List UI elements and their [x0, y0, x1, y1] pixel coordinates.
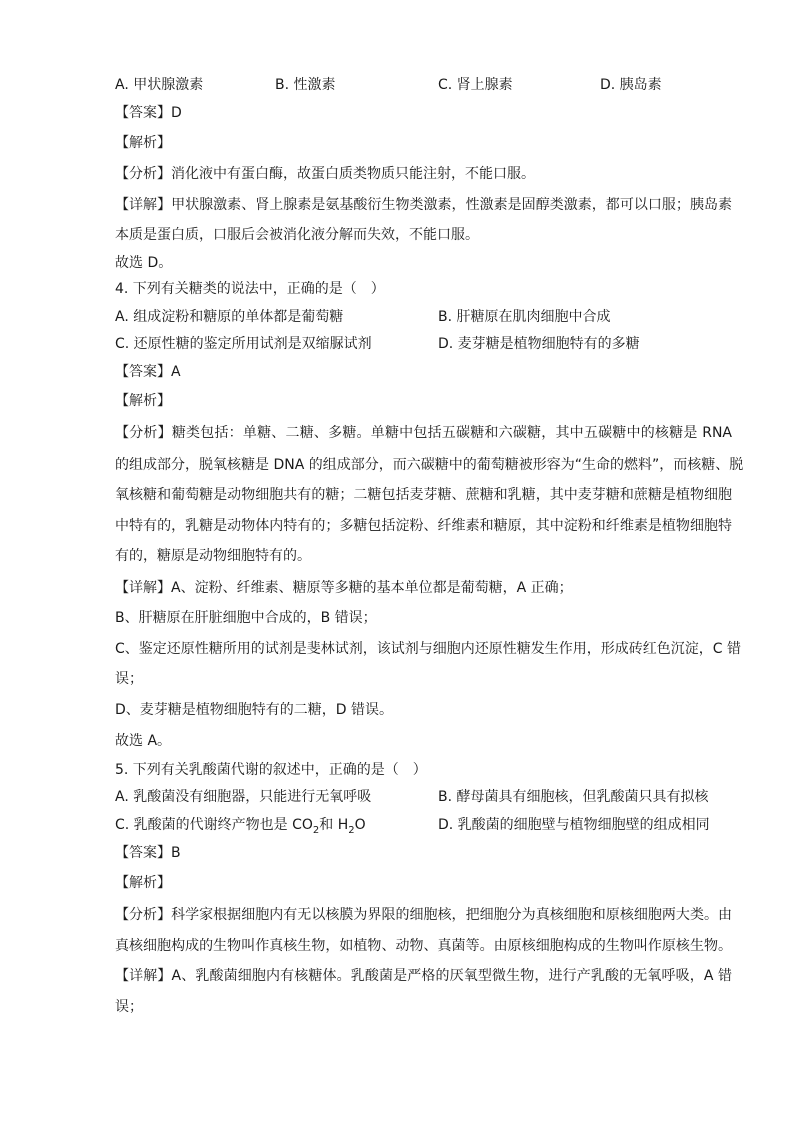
q4-option-b: B. 肝糖原在肌肉细胞中合成 — [438, 309, 611, 325]
q4-fenxi-line-4: 中特有的，乳糖是动物体内特有的；多糖包括淀粉、纤维素和糖原，其中淀粉和纤维素是植物细胞特 — [115, 518, 732, 534]
q3-option-d: D. 胰岛素 — [600, 77, 662, 93]
q4-detail-d: D、麦芽糖是植物细胞特有的二糖，D 错误。 — [115, 702, 394, 718]
q4-option-d: D. 麦芽糖是植物细胞特有的多糖 — [438, 336, 640, 352]
q4-fenxi-line-5: 有的，糖原是动物细胞特有的。 — [115, 548, 311, 564]
q4-fenxi-line-2: 的组成部分，脱氧核糖是 DNA 的组成部分，而六碳糖中的葡萄糖被形容为“生命的燃料”，而核糖、脱 — [115, 457, 744, 473]
q4-option-c: C. 还原性糖的鉴定所用试剂是双缩脲试剂 — [115, 336, 372, 352]
q5-detail-line-2: 误； — [115, 999, 143, 1015]
q4-option-a: A. 组成淀粉和糖原的单体都是葡萄糖 — [115, 309, 344, 325]
q5-option-c: C. 乳酸菌的代谢终产物也是 $CO_2$和 $H_2O$ — [115, 817, 366, 836]
q5-fenxi-line-1: 【分析】科学家根据细胞内有无以核膜为界限的细胞核，把细胞分为真核细胞和原核细胞两大类。由 — [115, 907, 732, 923]
q5-stem: 5. 下列有关乳酸菌代谢的叙述中，正确的是（ ） — [115, 762, 427, 778]
q4-detail-c-line-2: 误； — [115, 671, 143, 687]
q3-fenxi: 【分析】消化液中有蛋白酶，故蛋白质类物质只能注射，不能口服。 — [115, 166, 535, 182]
q4-detail-c-line-1: C、鉴定还原性糖所用的试剂是斐林试剂，该试剂与细胞内还原性糖发生作用，形成砖红色沉淀，C 错 — [115, 641, 741, 657]
q4-fenxi-line-3: 氧核糖和葡萄糖是动物细胞共有的糖；二糖包括麦芽糖、蔗糖和乳糖，其中麦芽糖和蔗糖是植物细胞 — [115, 487, 732, 503]
q4-detail-b: B、肝糖原在肝脏细胞中合成的，B 错误； — [115, 610, 377, 626]
q5-answer: 【答案】B — [115, 845, 181, 861]
q4-answer: 【答案】A — [115, 364, 181, 380]
q3-answer: 【答案】D — [115, 105, 182, 121]
q3-detail-line-1: 【详解】甲状腺激素、肾上腺素是氨基酸衍生物类激素，性激素是固醇类激素，都可以口服；胰岛素 — [115, 197, 732, 213]
q3-option-a: A. 甲状腺激素 — [115, 77, 204, 93]
q4-analysis-label: 【解析】 — [115, 393, 171, 409]
q3-conclusion: 故选 D。 — [115, 255, 173, 271]
q5-fenxi-line-2: 真核细胞构成的生物叫作真核生物，如植物、动物、真菌等。由原核细胞构成的生物叫作原核生物。 — [115, 938, 732, 954]
q5-analysis-label: 【解析】 — [115, 875, 171, 891]
q5-option-a: A. 乳酸菌没有细胞器，只能进行无氧呼吸 — [115, 789, 372, 805]
q5-option-d: D. 乳酸菌的细胞壁与植物细胞壁的组成相同 — [438, 817, 710, 833]
q5-option-b: B. 酵母菌具有细胞核，但乳酸菌只具有拟核 — [438, 789, 709, 805]
q3-option-c: C. 肾上腺素 — [438, 77, 513, 93]
q4-conclusion: 故选 A。 — [115, 733, 172, 749]
q3-analysis-label: 【解析】 — [115, 135, 171, 151]
q4-fenxi-line-1: 【分析】糖类包括：单糖、二糖、多糖。单糖中包括五碳糖和六碳糖，其中五碳糖中的核糖是 RNA — [115, 425, 732, 441]
q4-stem: 4. 下列有关糖类的说法中，正确的是（ ） — [115, 281, 385, 297]
q5-detail-line-1: 【详解】A、乳酸菌细胞内有核糖体。乳酸菌是严格的厌氧型微生物，进行产乳酸的无氧呼吸，A 错 — [115, 968, 732, 984]
q3-option-b: B. 性激素 — [275, 77, 336, 93]
q3-detail-line-2: 本质是蛋白质，口服后会被消化液分解而失效，不能口服。 — [115, 227, 479, 243]
q4-detail-a: 【详解】A、淀粉、纤维素、糖原等多糖的基本单位都是葡萄糖，A 正确； — [115, 580, 573, 596]
